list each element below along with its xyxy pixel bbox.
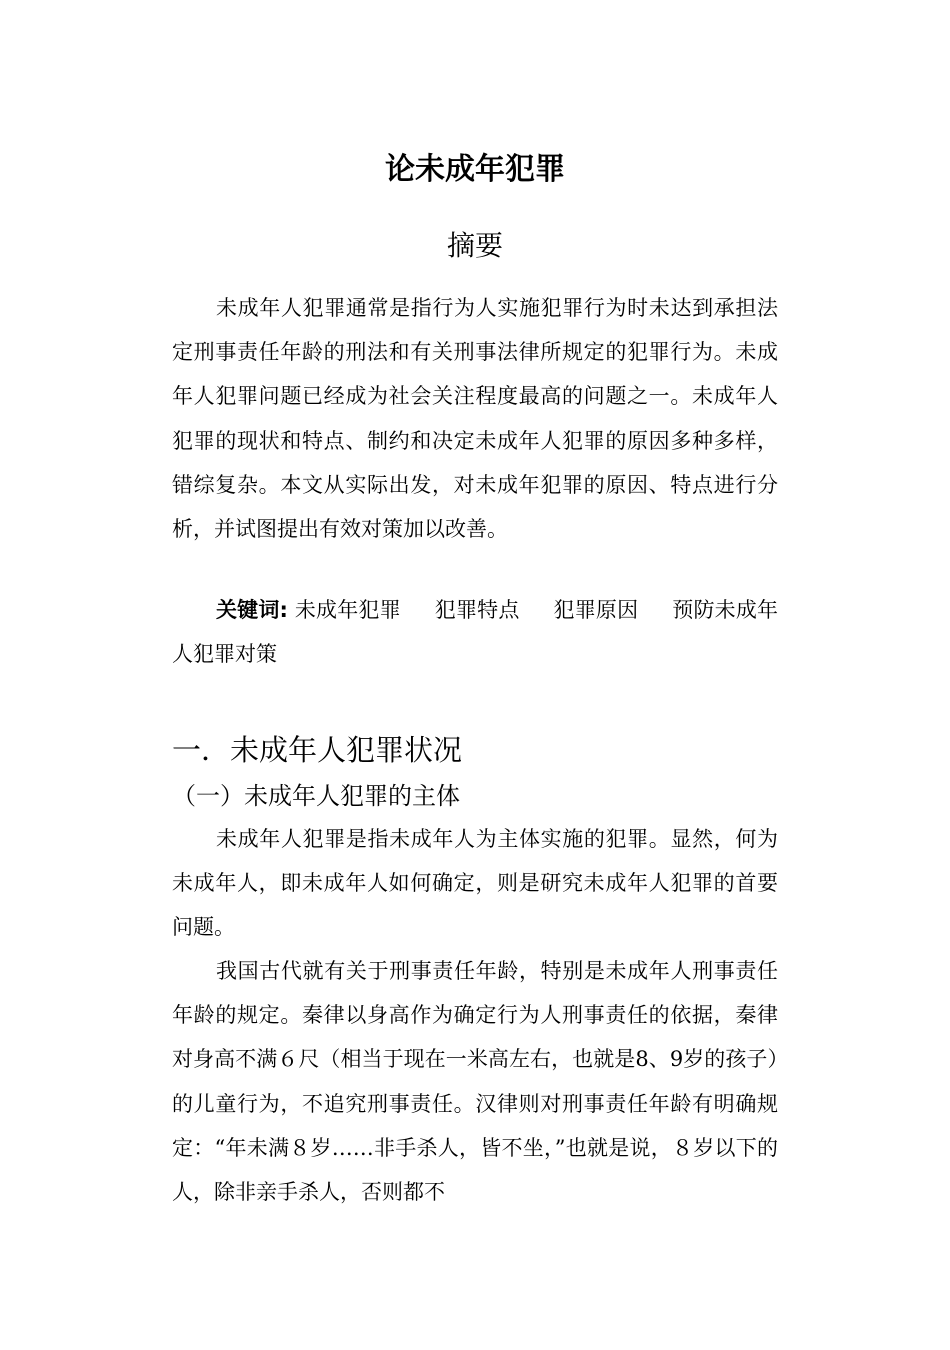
abstract-heading: 摘要 [446, 229, 503, 262]
keywords-label: 关键词: [216, 598, 288, 622]
document-title: 论未成年犯罪 [385, 152, 565, 187]
keyword-item: 犯罪原因 [553, 598, 639, 622]
keywords-line [172, 588, 778, 676]
body-paragraph: 我国古代就有关于刑事责任年龄，特别是未成年人刑事责任年龄的规定。秦律以身高作为确定行为人刑事责任的依据，秦律对身高不满６尺（相当于现在一米高左右，也就是8、9岁的孩子）的儿童行为，不追究刑事责任。汉律则对刑事责任年龄有明确规定：“年未满８岁……非手杀人，皆不坐，”也就是说，８岁以下的人，除非亲手杀人，否则都不 [172, 959, 778, 1205]
section-heading: 一．未成年人犯罪状况 [172, 733, 463, 767]
subsection-heading: （一）未成年人犯罪的主体 [172, 782, 460, 810]
keyword-item: 犯罪特点 [434, 598, 520, 622]
body-paragraph: 未成年人犯罪是指未成年人为主体实施的犯罪。显然，何为未成年人，即未成年人如何确定，则是研究未成年人犯罪的首要问题。 [172, 827, 778, 940]
abstract-paragraph: 未成年人犯罪通常是指行为人实施犯罪行为时未达到承担法定刑事责任年龄的刑法和有关刑事法律所规定的犯罪行为。未成年人犯罪问题已经成为社会关注程度最高的问题之一。未成年人犯罪的现状和特点、制约和决定未成年人犯罪的原因多种多样，错综复杂。本文从实际出发，对未成年犯罪的原因、特点进行分析，并试图提出有效对策加以改善。 [172, 296, 778, 542]
keyword-item: 未成年犯罪 [294, 598, 401, 622]
keyword-item: 预防未成年人犯罪对策 [172, 598, 779, 667]
